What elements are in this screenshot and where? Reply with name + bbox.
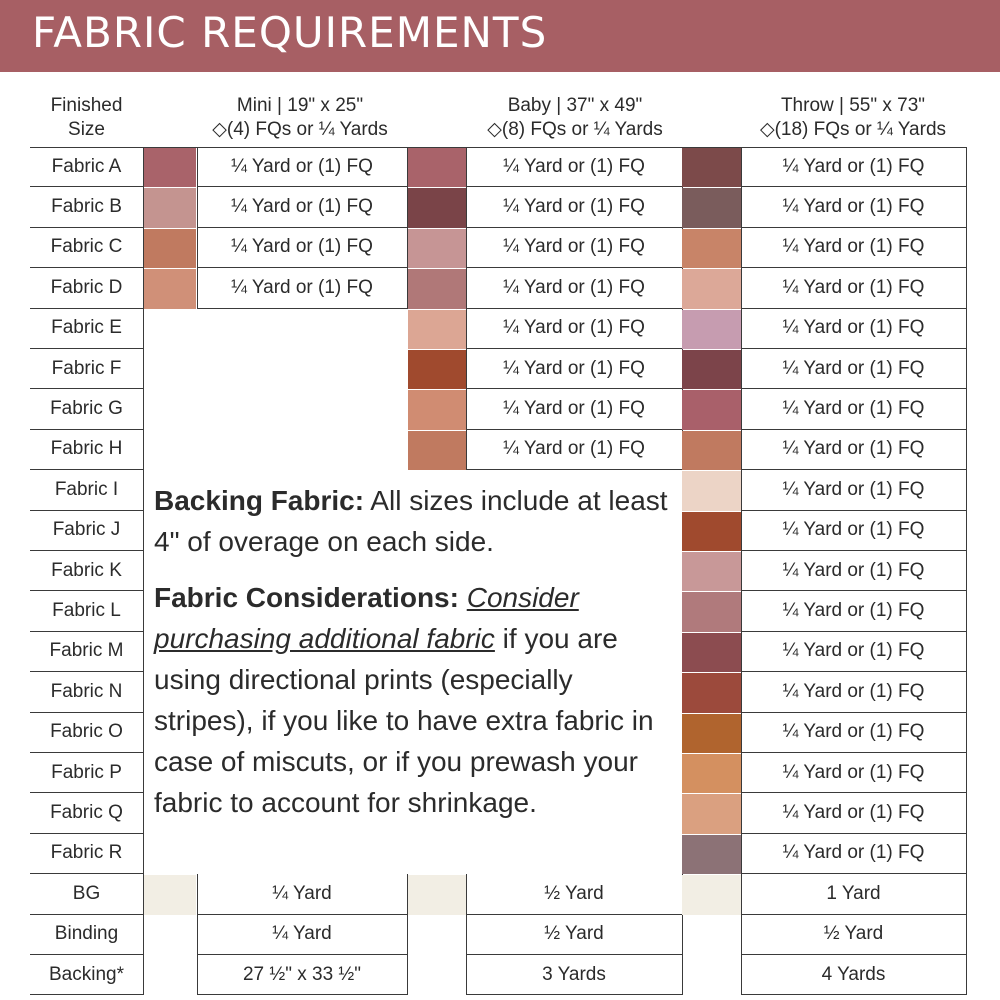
cell-divider [197, 228, 198, 268]
cell-divider [466, 309, 467, 349]
cell-divider [741, 713, 742, 753]
fabric-amount: ¼ Yard or (1) FQ [741, 591, 966, 631]
row-label: Fabric H [30, 430, 143, 470]
fabric-amount: ¼ Yard or (1) FQ [741, 470, 966, 510]
notes-box [144, 470, 680, 870]
row-label: Fabric J [30, 511, 143, 551]
fabric-swatch [682, 512, 741, 551]
cell-divider [741, 955, 742, 995]
page-title: FABRIC REQUIREMENTS [32, 8, 548, 57]
fabric-amount: ¼ Yard or (1) FQ [466, 389, 682, 429]
cell-divider [197, 187, 198, 227]
fabric-amount: ¼ Yard or (1) FQ [741, 511, 966, 551]
fabric-swatch [682, 188, 741, 227]
fabric-swatch [408, 431, 466, 470]
fabric-swatch [408, 390, 466, 429]
fabric-amount: ¼ Yard [197, 915, 407, 955]
fabric-amount: ¼ Yard or (1) FQ [197, 268, 407, 308]
considerations-note: Fabric Considerations: Consider purchasing additional fabric if you are using directional prints (especially stripes), if you like to have extra fabric in case of miscuts, or if you prewash your fabric to account for shrinkage. [154, 582, 654, 818]
cell-divider [966, 632, 967, 672]
cell-divider [966, 228, 967, 268]
cell-divider [966, 955, 967, 995]
fabric-swatch [682, 754, 741, 793]
fabric-amount: ½ Yard [466, 874, 682, 914]
fabric-amount: ¼ Yard or (1) FQ [741, 349, 966, 389]
cell-divider [741, 268, 742, 308]
considerations-link[interactable]: Consider purchasing additional fabric [154, 582, 579, 654]
row-label: Fabric L [30, 591, 143, 631]
fabric-swatch [143, 148, 196, 187]
backing-note: Backing Fabric: All sizes include at least 4" of overage on each side. [154, 485, 668, 557]
cell-divider [741, 389, 742, 429]
fabric-swatch [682, 390, 741, 429]
fabric-swatch [682, 835, 741, 874]
row-label: Fabric E [30, 309, 143, 349]
cell-divider [966, 147, 967, 187]
background-swatch [682, 875, 741, 914]
cell-divider [197, 874, 198, 914]
fabric-amount: ¼ Yard or (1) FQ [466, 349, 682, 389]
row-label: Fabric K [30, 551, 143, 591]
fabric-swatch [408, 310, 466, 349]
cell-divider [966, 793, 967, 833]
cell-divider [682, 955, 683, 995]
cell-divider [966, 753, 967, 793]
fabric-amount: ¼ Yard or (1) FQ [741, 389, 966, 429]
cell-divider [466, 147, 467, 187]
cell-divider [966, 511, 967, 551]
cell-divider [407, 915, 408, 955]
row-label: Fabric N [30, 672, 143, 712]
fabric-swatch [682, 350, 741, 389]
fabric-swatch [682, 714, 741, 753]
fabric-amount: ¼ Yard or (1) FQ [741, 309, 966, 349]
fabric-swatch [682, 431, 741, 470]
cell-divider [966, 591, 967, 631]
throw-column-header: Throw | 55" x 73" ◇(18) FQs or ¼ Yards [759, 95, 947, 140]
fabric-swatch [682, 148, 741, 187]
fabric-swatch [143, 188, 196, 227]
row-label: Binding [30, 915, 143, 955]
cell-divider [466, 389, 467, 429]
fabric-amount: ¼ Yard or (1) FQ [741, 713, 966, 753]
row-label: BG [30, 874, 143, 914]
cell-divider [966, 349, 967, 389]
fabric-swatch [408, 269, 466, 308]
cell-divider [741, 874, 742, 914]
fabric-amount: ¼ Yard or (1) FQ [466, 147, 682, 187]
cell-divider [466, 349, 467, 389]
fabric-swatch [143, 269, 196, 308]
cell-divider [466, 268, 467, 308]
cell-divider [966, 834, 967, 874]
cell-divider [741, 915, 742, 955]
fabric-amount: ½ Yard [466, 915, 682, 955]
fabric-amount: ¼ Yard or (1) FQ [466, 309, 682, 349]
fabric-swatch [682, 310, 741, 349]
fabric-amount: ¼ Yard or (1) FQ [741, 834, 966, 874]
cell-divider [466, 187, 467, 227]
row-label: Fabric O [30, 713, 143, 753]
fabric-swatch [682, 229, 741, 268]
cell-divider [741, 672, 742, 712]
fabric-amount: ¼ Yard or (1) FQ [741, 228, 966, 268]
fabric-swatch [682, 673, 741, 712]
fabric-swatch [408, 148, 466, 187]
row-label: Fabric P [30, 753, 143, 793]
fabric-swatch [682, 471, 741, 510]
fabric-amount: ¼ Yard or (1) FQ [197, 147, 407, 187]
fabric-swatch [682, 552, 741, 591]
fabric-amount: ¼ Yard or (1) FQ [466, 228, 682, 268]
cell-divider [741, 551, 742, 591]
cell-divider [741, 793, 742, 833]
fabric-amount: ¼ Yard [197, 874, 407, 914]
cell-divider [741, 834, 742, 874]
cell-divider [741, 632, 742, 672]
fabric-amount: ¼ Yard or (1) FQ [741, 430, 966, 470]
size-column-header: Finished Size [50, 95, 123, 140]
cell-divider [741, 349, 742, 389]
fabric-swatch [408, 188, 466, 227]
cell-divider [197, 955, 198, 995]
cell-divider [966, 309, 967, 349]
fabric-amount: ¼ Yard or (1) FQ [197, 228, 407, 268]
fabric-amount: 4 Yards [741, 955, 966, 995]
fabric-swatch [682, 592, 741, 631]
fabric-amount: ¼ Yard or (1) FQ [741, 187, 966, 227]
cell-divider [966, 470, 967, 510]
fabric-amount: ¼ Yard or (1) FQ [197, 187, 407, 227]
cell-divider [741, 309, 742, 349]
cell-divider [966, 551, 967, 591]
fabric-swatch [682, 633, 741, 672]
row-label: Fabric R [30, 834, 143, 874]
cell-divider [741, 228, 742, 268]
fabric-amount: ¼ Yard or (1) FQ [741, 632, 966, 672]
row-label: Fabric G [30, 389, 143, 429]
cell-divider [741, 187, 742, 227]
fabric-swatch [408, 229, 466, 268]
fabric-swatch [682, 269, 741, 308]
cell-divider [966, 713, 967, 753]
fabric-amount: ¼ Yard or (1) FQ [741, 672, 966, 712]
fabric-amount: ¼ Yard or (1) FQ [741, 147, 966, 187]
cell-divider [197, 268, 198, 308]
fabric-amount: ½ Yard [741, 915, 966, 955]
cell-divider [741, 753, 742, 793]
cell-divider [741, 430, 742, 470]
row-label: Fabric B [30, 187, 143, 227]
cell-divider [966, 187, 967, 227]
fabric-amount: 3 Yards [466, 955, 682, 995]
title-banner [0, 0, 1000, 72]
cell-divider [466, 955, 467, 995]
row-label: Fabric Q [30, 793, 143, 833]
row-label: Backing* [30, 955, 143, 995]
cell-divider [741, 511, 742, 551]
cell-divider [466, 874, 467, 914]
cell-divider [197, 915, 198, 955]
fabric-swatch [408, 350, 466, 389]
fabric-amount: ¼ Yard or (1) FQ [741, 753, 966, 793]
row-label: Fabric C [30, 228, 143, 268]
baby-column-header: Baby | 37" x 49" ◇(8) FQs or ¼ Yards [487, 95, 663, 140]
fabric-swatch [682, 794, 741, 833]
cell-divider [741, 470, 742, 510]
cell-divider [966, 874, 967, 914]
fabric-amount: ¼ Yard or (1) FQ [741, 793, 966, 833]
background-swatch [143, 875, 196, 914]
row-label: Fabric A [30, 147, 143, 187]
cell-divider [407, 955, 408, 995]
fabric-amount: ¼ Yard or (1) FQ [466, 187, 682, 227]
fabric-swatch [143, 229, 196, 268]
cell-divider [966, 915, 967, 955]
cell-divider [466, 915, 467, 955]
cell-divider [741, 591, 742, 631]
cell-divider [966, 430, 967, 470]
cell-divider [966, 268, 967, 308]
cell-divider [682, 915, 683, 955]
fabric-amount: 1 Yard [741, 874, 966, 914]
fabric-amount: ¼ Yard or (1) FQ [466, 430, 682, 470]
fabric-amount: ¼ Yard or (1) FQ [741, 551, 966, 591]
row-label: Fabric D [30, 268, 143, 308]
fabric-amount: 27 ½" x 33 ½" [197, 955, 407, 995]
row-label: Fabric F [30, 349, 143, 389]
background-swatch [408, 875, 466, 914]
cell-divider [466, 430, 467, 470]
fabric-amount: ¼ Yard or (1) FQ [466, 268, 682, 308]
cell-divider [197, 147, 198, 187]
mini-column-header: Mini | 19" x 25" ◇(4) FQs or ¼ Yards [212, 95, 388, 140]
cell-divider [966, 389, 967, 429]
row-label: Fabric M [30, 632, 143, 672]
fabric-amount: ¼ Yard or (1) FQ [741, 268, 966, 308]
cell-divider [466, 228, 467, 268]
row-label: Fabric I [30, 470, 143, 510]
cell-divider [966, 672, 967, 712]
cell-divider [741, 147, 742, 187]
